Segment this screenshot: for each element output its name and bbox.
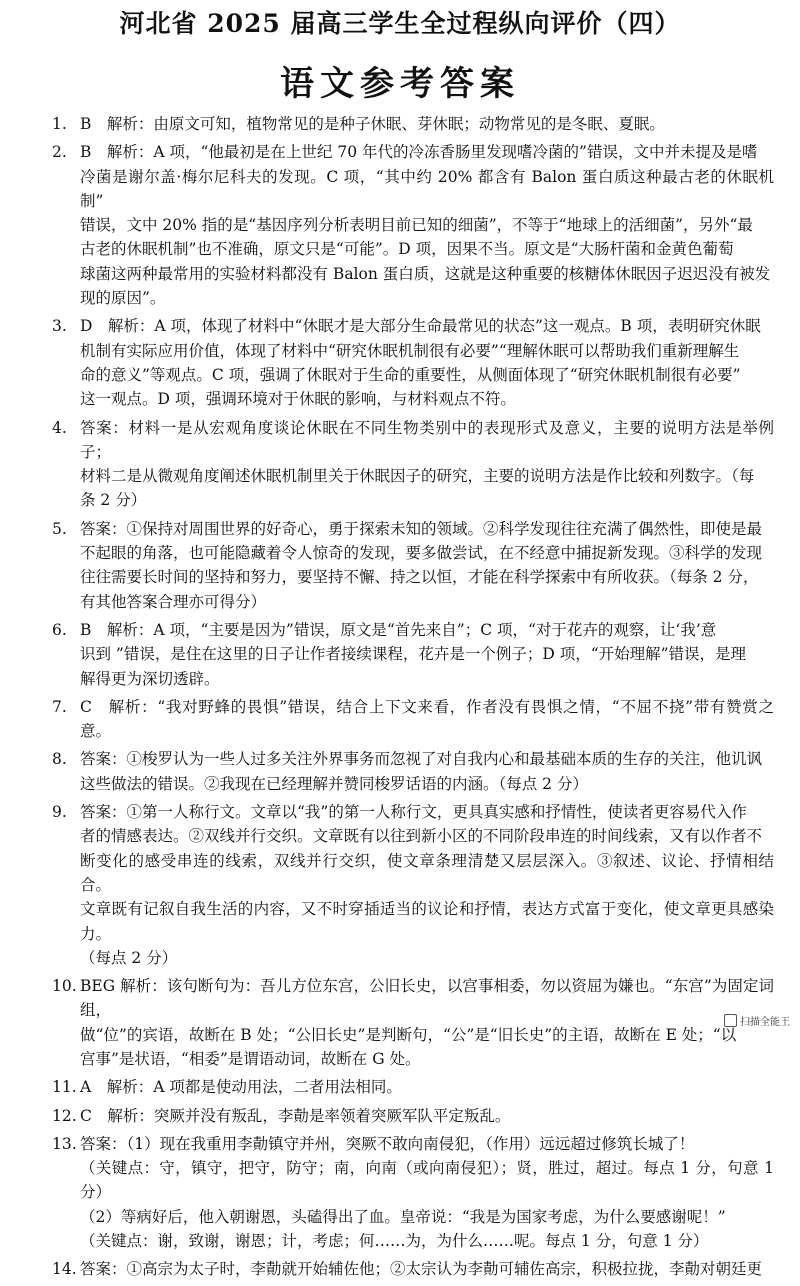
answer-number: 1. xyxy=(52,115,67,133)
answer-item xyxy=(52,517,774,614)
answer-line: 答案：①高宗为太子时，李勣就开始辅佐他；②太宗认为李勣可辅佐高宗，积极拉拢，李勣对朝廷更 xyxy=(80,1260,763,1279)
answer-line: 断变化的感受串连的线索，双线并行交织，使文章条理清楚又层层深入。③叙述、议论、抒情相结合。 xyxy=(80,851,774,894)
answer-text xyxy=(80,112,774,136)
answer-line: 解得更为深切透辟。 xyxy=(80,669,220,688)
scanner-logo-icon xyxy=(724,1014,737,1027)
answer-line: 答案：①第一人称行文。文章以“我”的第一人称行文，更具真实感和抒情性，使读者更容易代入作 xyxy=(80,803,747,822)
answer-line: A 解析：A 项都是使动用法，二者用法相同。 xyxy=(80,1078,402,1097)
answer-line: 答案：材料一是从宏观角度谈论休眠在不同生物类别中的表现形式及意义，主要的说明方法是举例子； xyxy=(80,418,774,461)
answer-text xyxy=(80,517,774,614)
answer-item xyxy=(52,974,774,1071)
answer-item xyxy=(52,314,774,411)
answer-number: 7. xyxy=(52,697,67,716)
answer-text xyxy=(80,1104,774,1128)
answer-line: B 解析：A 项，“主要是因为”错误，原文是“首先来自”；C 项，“对于花卉的观察，让‘我’意 xyxy=(80,620,717,639)
answer-text xyxy=(80,140,774,310)
answer-line: 命的意义”等观点。C 项，强调了休眠对于生命的重要性，从侧面体现了“研究休眠机制很有必要” xyxy=(80,365,741,384)
answer-line: C 解析：“我对野蜂的畏惧”错误，结合上下文来看，作者没有畏惧之情，“不屈不挠”带有赞赏之意。 xyxy=(80,697,774,741)
answer-item xyxy=(52,695,774,744)
answer-line: 不起眼的角落，也可能隐藏着令人惊奇的发现，要多做尝试，在不经意中捕捉新发现。③科学的发现 xyxy=(80,544,763,563)
answer-line: 往往需要长时间的坚持和努力，要坚持不懈、持之以恒，才能在科学探索中有所收获。（每条 2 分， xyxy=(80,568,759,587)
answer-line: （关键点：守，镇守，把守，防守；南，向南（或向南侵犯）；贤，胜过，超过。每点 1 分，句意 1 分） xyxy=(80,1159,774,1202)
answer-item xyxy=(52,1257,774,1281)
answer-line: BEG 解析：该句断句为：吾儿方位东宫，公旧长史，以宫事相委，勿以资屈为嫌也。“东宫”为固定词组， xyxy=(80,977,774,1020)
answer-item xyxy=(52,1075,774,1099)
answer-number: 3. xyxy=(52,317,67,336)
answer-text xyxy=(80,695,774,744)
answer-text xyxy=(80,1075,774,1099)
answer-number: 4. xyxy=(52,418,67,437)
answer-text xyxy=(80,974,774,1071)
answer-number: 8. xyxy=(52,750,67,769)
page-title: 河北省 2025 届高三学生全过程纵向评价（四） xyxy=(119,9,681,38)
answer-line: （2）等病好后，他入朝谢恩，头磕得出了血。皇帝说：“我是为国家考虑，为什么要感谢呢！” xyxy=(80,1207,726,1226)
answer-item xyxy=(52,618,774,691)
answer-text xyxy=(80,747,774,796)
answer-number: 10. xyxy=(52,977,77,996)
answer-number: 5. xyxy=(52,519,67,538)
answer-line: （关键点：谢，致谢，谢恩；计，考虑；何……为，为什么……呢。每点 1 分，句意 1 分） xyxy=(80,1232,709,1251)
answer-item xyxy=(52,747,774,796)
answer-line: 有其他答案合理亦可得分） xyxy=(80,592,267,611)
answer-number: 11. xyxy=(52,1078,77,1097)
answer-text xyxy=(80,1132,774,1253)
answer-line: B 解析：由原文可知，植物常见的是种子休眠、芽休眠；动物常见的是冬眠、夏眠。 xyxy=(80,115,665,133)
answer-line: 现的原因”。 xyxy=(80,289,166,308)
answer-number: 12. xyxy=(52,1106,77,1125)
answer-number: 13. xyxy=(52,1134,77,1153)
answer-line: 这些做法的错误。②我现在已经理解并赞同梭罗话语的内涵。（每点 2 分） xyxy=(80,774,588,793)
answer-line: 做“位”的宾语，故断在 B 处；“公旧长史”是判断句，“公”是“旧长史”的主语，故断在 E 处；“以 xyxy=(80,1025,737,1044)
page-subtitle: 语文参考答案 xyxy=(280,64,520,104)
answer-line: 冷菌是谢尔盖·梅尔尼科夫的发现。C 项，“其中约 20% 都含有 Balon 蛋白质这种最古老的休眠机制” xyxy=(80,167,774,210)
answer-line: 材料二是从微观角度阐述休眠机制里关于休眠因子的研究，主要的说明方法是作比较和列数字。（每 xyxy=(80,467,755,486)
answer-line: 古老的休眠机制”也不准确，原文只是“可能”。D 项，因果不当。原文是“大肠杆菌和金黄色葡萄 xyxy=(80,240,734,259)
answer-item xyxy=(52,140,774,310)
answer-line: 机制有实际应用价值，体现了材料中“研究休眠机制很有必要”“理解休眠可以帮助我们重新理解生 xyxy=(80,341,740,360)
answer-line: 球菌这两种最常用的实验材料都没有 Balon 蛋白质，这就是这种重要的核糖体休眠因子迟迟没有被发 xyxy=(80,264,771,283)
answer-line: D 解析：A 项，体现了材料中“休眠才是大部分生命最常见的状态”这一观点。B 项，表明研究休眠 xyxy=(80,317,761,336)
answer-line: 者的情感表达。②双线并行交织。文章既有以往到新小区的不同阶段串连的时间线索，又有以作者不 xyxy=(80,827,763,846)
answer-line: 识到 ”错误，是住在这里的日子让作者接续课程，花卉是一个例子；D 项，“开始理解”错误，是理 xyxy=(80,645,747,664)
answer-item xyxy=(52,112,774,136)
answer-item xyxy=(52,416,774,513)
answer-line: B 解析：A 项，“他最初是在上世纪 70 年代的冷冻香肠里发现嗜冷菌的”错误，文中并未提及是嗜 xyxy=(80,143,758,162)
answer-text xyxy=(80,618,774,691)
answer-text xyxy=(80,1257,774,1281)
answer-item xyxy=(52,1132,774,1253)
answer-number: 9. xyxy=(52,803,67,822)
watermark-text: 扫描全能王 xyxy=(740,1017,790,1028)
answer-line: 宫事”是状语，“相委”是谓语动词，故断在 G 处。 xyxy=(80,1049,421,1068)
answer-text xyxy=(80,800,774,970)
answer-number: 6. xyxy=(52,620,67,639)
answer-list xyxy=(52,112,774,1286)
answer-line: 错误，文中 20% 指的是“基因序列分析表明目前已知的细菌”，不等于“地球上的活细菌”，另外“最 xyxy=(80,216,753,235)
answer-item xyxy=(52,1104,774,1128)
answer-line: 答案：①梭罗认为一些人过多关注外界事务而忽视了对自我内心和最基础本质的生存的关注，他讥讽 xyxy=(80,750,763,769)
answer-text xyxy=(80,416,774,513)
answer-item xyxy=(52,800,774,970)
answer-text xyxy=(80,314,774,411)
answer-line: 这一观点。D 项，强调环境对于休眠的影响，与材料观点不符。 xyxy=(80,390,516,409)
answer-line: 条 2 分） xyxy=(80,491,147,510)
scanner-watermark xyxy=(724,1013,790,1028)
answer-line: 文章既有记叙自我生活的内容，又不时穿插适当的议论和抒情，表达方式富于变化，使文章更具感染力。 xyxy=(80,900,774,943)
answer-line: C 解析：突厥并没有叛乱，李勣是率领着突厥军队平定叛乱。 xyxy=(80,1106,511,1125)
answer-number: 14. xyxy=(52,1260,77,1279)
answer-line: （每点 2 分） xyxy=(80,948,178,967)
answer-line: 答案：①保持对周围世界的好奇心，勇于探索未知的领域。②科学发现往往充满了偶然性，即使是最 xyxy=(80,519,763,538)
answer-line: 答案：（1）现在我重用李勣镇守并州，突厥不敢向南侵犯，（作用）远远超过修筑长城了！ xyxy=(80,1134,695,1153)
answer-number: 2. xyxy=(52,143,67,162)
